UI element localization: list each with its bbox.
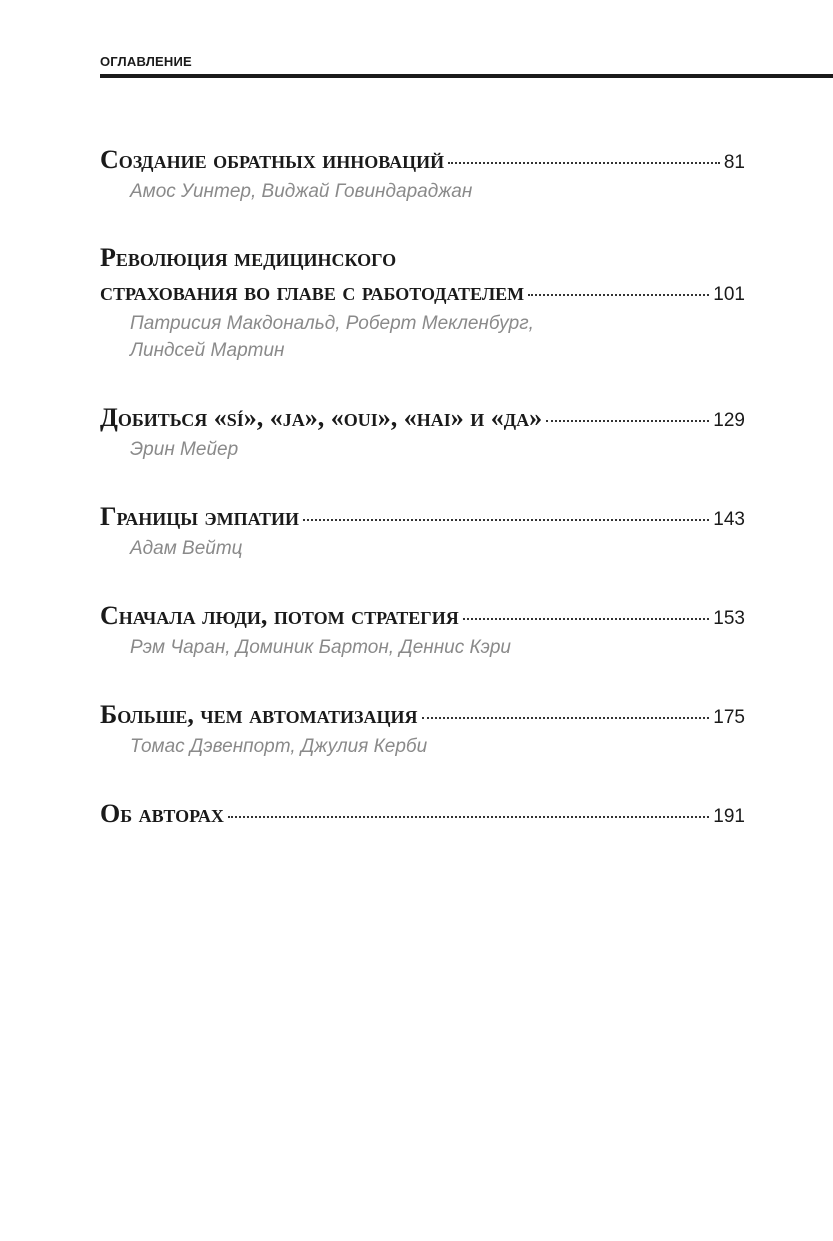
author-line: Адам Вейтц [130, 538, 243, 559]
author-line: Амос Уинтер, Виджай Говиндараджан [130, 181, 473, 202]
dot-leader [422, 717, 710, 719]
toc-entry-title: Добиться «sí», «ja», «oui», «hai» и «да» [100, 403, 543, 432]
toc-title-line [100, 274, 745, 310]
toc-title-line [100, 598, 745, 634]
toc-page-number: 143 [713, 509, 745, 530]
table-of-contents [100, 142, 745, 868]
toc-page-number: 153 [713, 608, 745, 629]
toc-entry-title: Границы эмпатии [100, 502, 300, 531]
toc-entry-authors [100, 178, 745, 205]
dot-leader [303, 519, 709, 521]
toc-page-number: 101 [713, 284, 745, 305]
toc-entry-authors [100, 535, 745, 562]
toc-entry-authors [100, 310, 745, 364]
toc-title-line [100, 697, 745, 733]
toc-page-number: 191 [713, 806, 745, 827]
author-line: Рэм Чаран, Доминик Бартон, Деннис Кэри [130, 637, 511, 658]
toc-entry-title: Создание обратных инноваций [100, 145, 445, 174]
toc-title-line [100, 400, 745, 436]
toc-page-number: 81 [723, 152, 745, 173]
toc-entry-authors [100, 733, 745, 760]
dot-leader [528, 294, 709, 296]
dot-leader [448, 162, 720, 164]
toc-entry-title: Об авторах [100, 799, 224, 828]
toc-title-line [100, 241, 745, 274]
toc-entry[interactable] [100, 796, 745, 832]
toc-entry[interactable] [100, 499, 745, 562]
toc-entry-authors [100, 436, 745, 463]
toc-entry[interactable] [100, 241, 745, 364]
dot-leader [546, 420, 709, 422]
toc-entry[interactable] [100, 400, 745, 463]
author-line: Патрисия Макдональд, Роберт Мекленбург, [130, 313, 534, 334]
toc-entry[interactable] [100, 142, 745, 205]
toc-entry-title: Больше, чем автоматизация [100, 700, 418, 729]
toc-entry-authors [100, 634, 745, 661]
header-rule [100, 74, 833, 78]
toc-entry[interactable] [100, 598, 745, 661]
author-line: Томас Дэвенпорт, Джулия Керби [130, 736, 428, 757]
page-header-title: ОГЛАВЛЕНИЕ [100, 54, 192, 69]
toc-page-number: 175 [713, 707, 745, 728]
toc-title-line [100, 499, 745, 535]
toc-entry[interactable] [100, 697, 745, 760]
toc-entry-title-continued: страхования во главе с работодателем [100, 277, 525, 306]
toc-title-line [100, 142, 745, 178]
toc-page-number: 129 [713, 410, 745, 431]
toc-title-line [100, 796, 745, 832]
toc-entry-title: Революция медицинского [100, 243, 397, 272]
author-line: Линдсей Мартин [130, 340, 285, 361]
dot-leader [228, 816, 709, 818]
author-line: Эрин Мейер [130, 439, 239, 460]
toc-entry-title: Сначала люди, потом стратегия [100, 601, 459, 630]
dot-leader [463, 618, 710, 620]
